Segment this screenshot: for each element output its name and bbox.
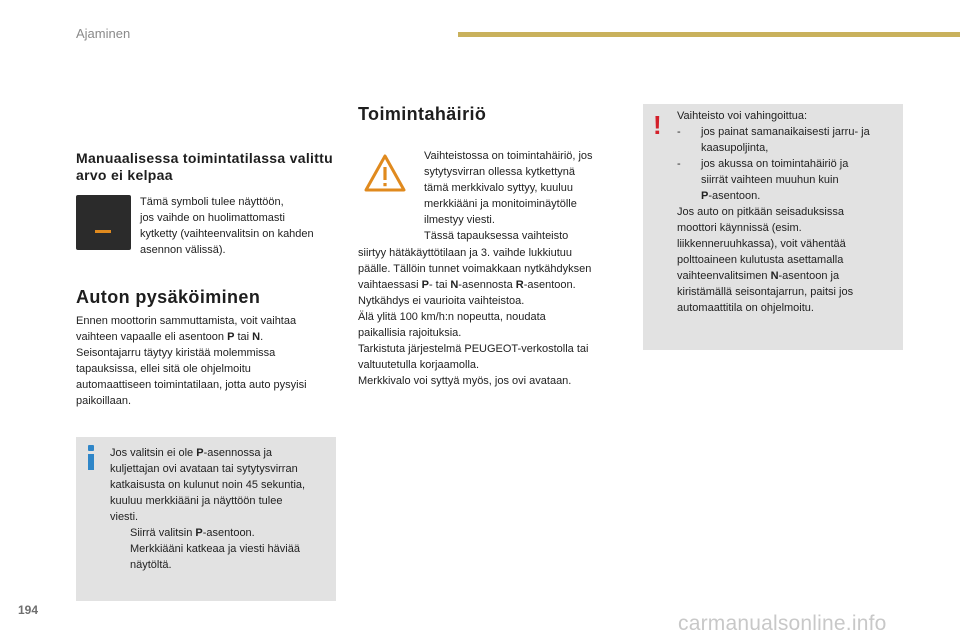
info-note-box — [76, 437, 336, 601]
fault-lead-text — [424, 148, 620, 244]
text-line — [358, 277, 624, 293]
text-line: Älä ylitä 100 km/h:n nopeutta, noudata — [358, 311, 546, 323]
text-line: kytketty (vaihteenvalitsin on kahden — [140, 228, 314, 240]
text-run: vaihtaessasi — [358, 279, 422, 291]
info-note-text — [110, 445, 330, 573]
text-line: Ennen moottorin sammuttamista, voit vaihtaa — [76, 315, 297, 327]
text-line — [677, 268, 899, 284]
text-line: jos akussa on toimintahäiriö ja — [701, 158, 849, 170]
text-line: Seisontajarru täytyy kiristää molemmissa — [76, 347, 276, 359]
watermark: carmanualsonline.info — [678, 612, 887, 635]
text-line: automaattitila on ohjelmoitu. — [677, 302, 814, 314]
text-line: Vaihteistossa on toimintahäiriö, jos — [424, 150, 593, 162]
text-line: automaattiseen toimintatilaan, jotta auto pysyisi — [76, 379, 307, 391]
text-line: polttoaineen kulutusta asettamalla — [677, 254, 844, 266]
dash-symbol-icon — [76, 195, 131, 250]
text-run: . — [260, 331, 264, 343]
parking-section-title: Auton pysäköiminen — [76, 287, 261, 307]
text-line: kaasupoljinta, — [701, 142, 769, 154]
text-line: siirrät vaihteen muuhun kuin — [701, 174, 839, 186]
manual-section-text — [140, 194, 340, 258]
text-line: moottori käynnissä (esim. — [677, 222, 802, 234]
text-line: merkkiääni ja monitoiminäytölle — [424, 198, 577, 210]
text-line: näytöltä. — [130, 559, 172, 571]
text-line: jos painat samanaikaisesti jarru- ja — [701, 126, 870, 138]
chapter-title: Ajaminen — [76, 26, 131, 41]
text-line: paikallisia rajoituksia. — [358, 327, 462, 339]
gear-p-label: P — [195, 527, 203, 539]
alert-note-text — [677, 108, 899, 316]
symbol-dash — [95, 230, 111, 233]
bullet-arrow-icon — [110, 525, 130, 541]
text-line: jos vaihde on huolimattomasti — [140, 212, 285, 224]
text-line: Jos auto on pitkään seisaduksissa — [677, 206, 844, 218]
gear-r-label: R — [515, 279, 524, 291]
gear-p-label: P — [196, 447, 204, 459]
dash-item — [677, 124, 899, 140]
header-accent-bar — [458, 32, 960, 37]
text-line — [110, 445, 330, 461]
bullet-item — [110, 525, 330, 541]
text-run: -asentoon. — [202, 527, 255, 539]
text-line: päälle. Tällöin tunnet voimakkaan nytkähdyksen — [358, 263, 592, 275]
text-run: vaihteenvalitsimen — [677, 270, 771, 282]
text-run: -asentoon. — [708, 190, 761, 202]
text-line — [130, 525, 255, 541]
gear-p-label: P — [227, 331, 235, 343]
text-run: -asennossa ja — [203, 447, 273, 459]
gear-p-label: P — [421, 279, 429, 291]
text-line: valtuutetulla korjaamolla. — [358, 359, 480, 371]
text-line: kuuluu merkkiääni ja näyttöön tulee — [110, 495, 283, 507]
text-line: sytytysvirran ollessa kytkettynä — [424, 166, 575, 178]
text-run: -asentoon ja — [778, 270, 840, 282]
fault-section-title: Toimintahäiriö — [358, 104, 487, 124]
text-line: siirtyy hätäkäyttötilaan ja 3. vaihde lukkiutuu — [358, 247, 573, 259]
exclamation-icon: ! — [653, 110, 662, 140]
text-line: Tämä symboli tulee näyttöön, — [140, 196, 284, 208]
text-line — [76, 329, 338, 345]
text-line: Merkkivalo voi syttyä myös, jos ovi avataan. — [358, 375, 572, 387]
text-line — [677, 188, 899, 204]
text-run: Jos valitsin ei ole — [110, 447, 197, 459]
text-line: katkaisusta on kulunut noin 45 sekuntia, — [110, 479, 306, 491]
gear-n-label: N — [450, 279, 459, 291]
page-number: 194 — [18, 603, 39, 617]
warning-triangle-icon — [364, 154, 406, 192]
text-run: vaihteen vapaalle eli asentoon — [76, 331, 228, 343]
dash-marker: - — [677, 158, 681, 170]
text-run: -asennosta — [458, 279, 516, 291]
text-line: liikkenneruuhkassa), voit vähentää — [677, 238, 846, 250]
text-run: Siirrä valitsin — [130, 527, 196, 539]
gear-p-label: P — [701, 190, 709, 202]
dash-item — [677, 156, 899, 172]
text-line: Vaihteisto voi vahingoittua: — [677, 110, 808, 122]
text-line: viesti. — [110, 511, 139, 523]
dash-marker: - — [677, 126, 681, 138]
gear-n-label: N — [770, 270, 779, 282]
text-line: tämä merkkivalo syttyy, kuuluu — [424, 182, 573, 194]
text-line: Tarkistuta järjestelmä PEUGEOT-verkostolla tai — [358, 343, 589, 355]
text-line: kuljettajan ovi avataan tai sytytysvirran — [110, 463, 298, 475]
gear-n-label: N — [252, 331, 261, 343]
text-line: paikoillaan. — [76, 395, 132, 407]
text-line: asennon välissä). — [140, 244, 226, 256]
alert-note-box — [643, 104, 903, 350]
fault-continued-text — [358, 245, 624, 389]
text-line: Tässä tapauksessa vaihteisto — [424, 230, 569, 242]
text-line: Merkkiääni katkeaa ja viesti häviää — [130, 543, 300, 555]
text-line: kiristämällä seisontajarrun, paitsi jos — [677, 286, 854, 298]
parking-section-text — [76, 313, 338, 409]
text-run: tai — [234, 331, 253, 343]
text-run: - tai — [428, 279, 451, 291]
text-line: Nytkähdys ei vaurioita vaihteistoa. — [358, 295, 525, 307]
text-line: tapauksissa, ellei sitä ole ohjelmoitu — [76, 363, 251, 375]
text-run: -asentoon. — [523, 279, 576, 291]
info-icon — [85, 445, 97, 471]
manual-section-title: Manuaalisessa toimintatilassa valittu arvo ei kelpaa — [76, 150, 333, 183]
text-line: ilmestyy viesti. — [424, 214, 495, 226]
